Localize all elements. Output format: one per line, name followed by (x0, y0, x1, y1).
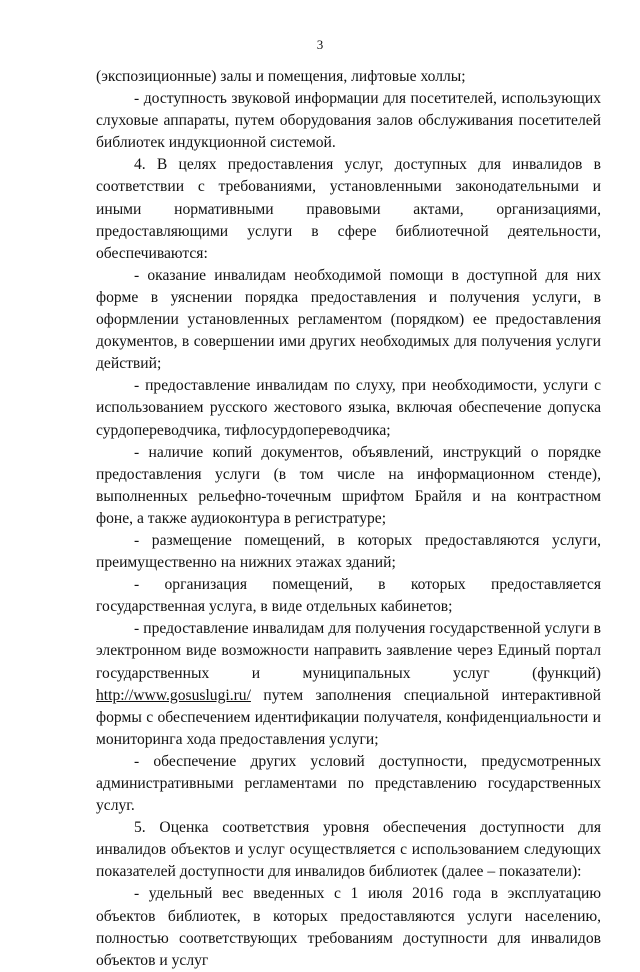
paragraph-share-objects: - удельный вес введенных с 1 июля 2016 года в эксплуатацию объектов библиотек, в которых предоставляются услуги населению, полностью соответствующих требованиям доступности для инвалидов объектов и услуг (96, 885, 601, 969)
paragraph-braille: - наличие копий документов, объявлений, инструкций о порядке предоставления услуги (в том числе на информационном стенде), выполненных рельефно-точечным шрифтом Брайля и на контрастном фоне, а также аудиоконтура в регистратуре; (96, 443, 601, 527)
document-body (96, 66, 601, 972)
paragraph-sign-language: - предоставление инвалидам по слуху, при необходимости, услуги с использованием русского жестового языка, включая обеспечение допуска сурдопереводчика, тифлосурдопереводчика; (96, 377, 601, 439)
paragraph-section-5: 5. Оценка соответствия уровня обеспечения доступности для инвалидов объектов и услуг осуществляется с использованием следующих показателей доступности для инвалидов библиотек (далее – показатели): (96, 819, 601, 881)
paragraph-sound-info: - доступность звуковой информации для посетителей, использующих слуховые аппараты, путем оборудования залов обслуживания посетителей библиотек индукционной системой. (96, 90, 601, 152)
page-number: 3 (316, 37, 324, 52)
paragraph-electronic-portal (96, 618, 601, 751)
paragraph-other-conditions: - обеспечение других условий доступности, предусмотренных административными регламентами по представлению государственных услуг. (96, 752, 601, 815)
paragraph-assistance: - оказание инвалидам необходимой помощи в доступной для них форме в уяснении порядка предоставления и получения услуги, в оформлении установленных регламентом (порядком) ее предоставления документов, в совершении ими других необходимых для получения услуги действий; (96, 266, 601, 373)
gosuslugi-link[interactable]: http://www.gosuslugi.ru/ (96, 686, 251, 704)
paragraph-text: путем заполнения специальной интерактивной формы с обеспечением идентификации получателя, конфиденциальности и мониторинга хода предоставления услуги; (96, 686, 601, 748)
paragraph-section-4: 4. В целях предоставления услуг, доступных для инвалидов в соответствии с требованиями, установленными законодательными и иными нормативными правовыми актами, организациями, предоставляющими услуги в сфере библиотечной деятельности, обеспечиваются: (96, 156, 601, 262)
paragraph-halls: (экспозиционные) залы и помещения, лифтовые холлы; (96, 68, 466, 85)
paragraph-separate-rooms: - организация помещений, в которых предоставляется государственная услуга, в виде отдельных кабинетов; (96, 576, 601, 616)
paragraph-lower-floors: - размещение помещений, в которых предоставляются услуги, преимущественно на нижних этажах зданий; (96, 531, 601, 572)
paragraph-text: - предоставление инвалидам для получения государственной услуги в электронном виде возможности направить заявление через Единый портал государственных и муниципальных услуг (функций) (96, 620, 601, 682)
